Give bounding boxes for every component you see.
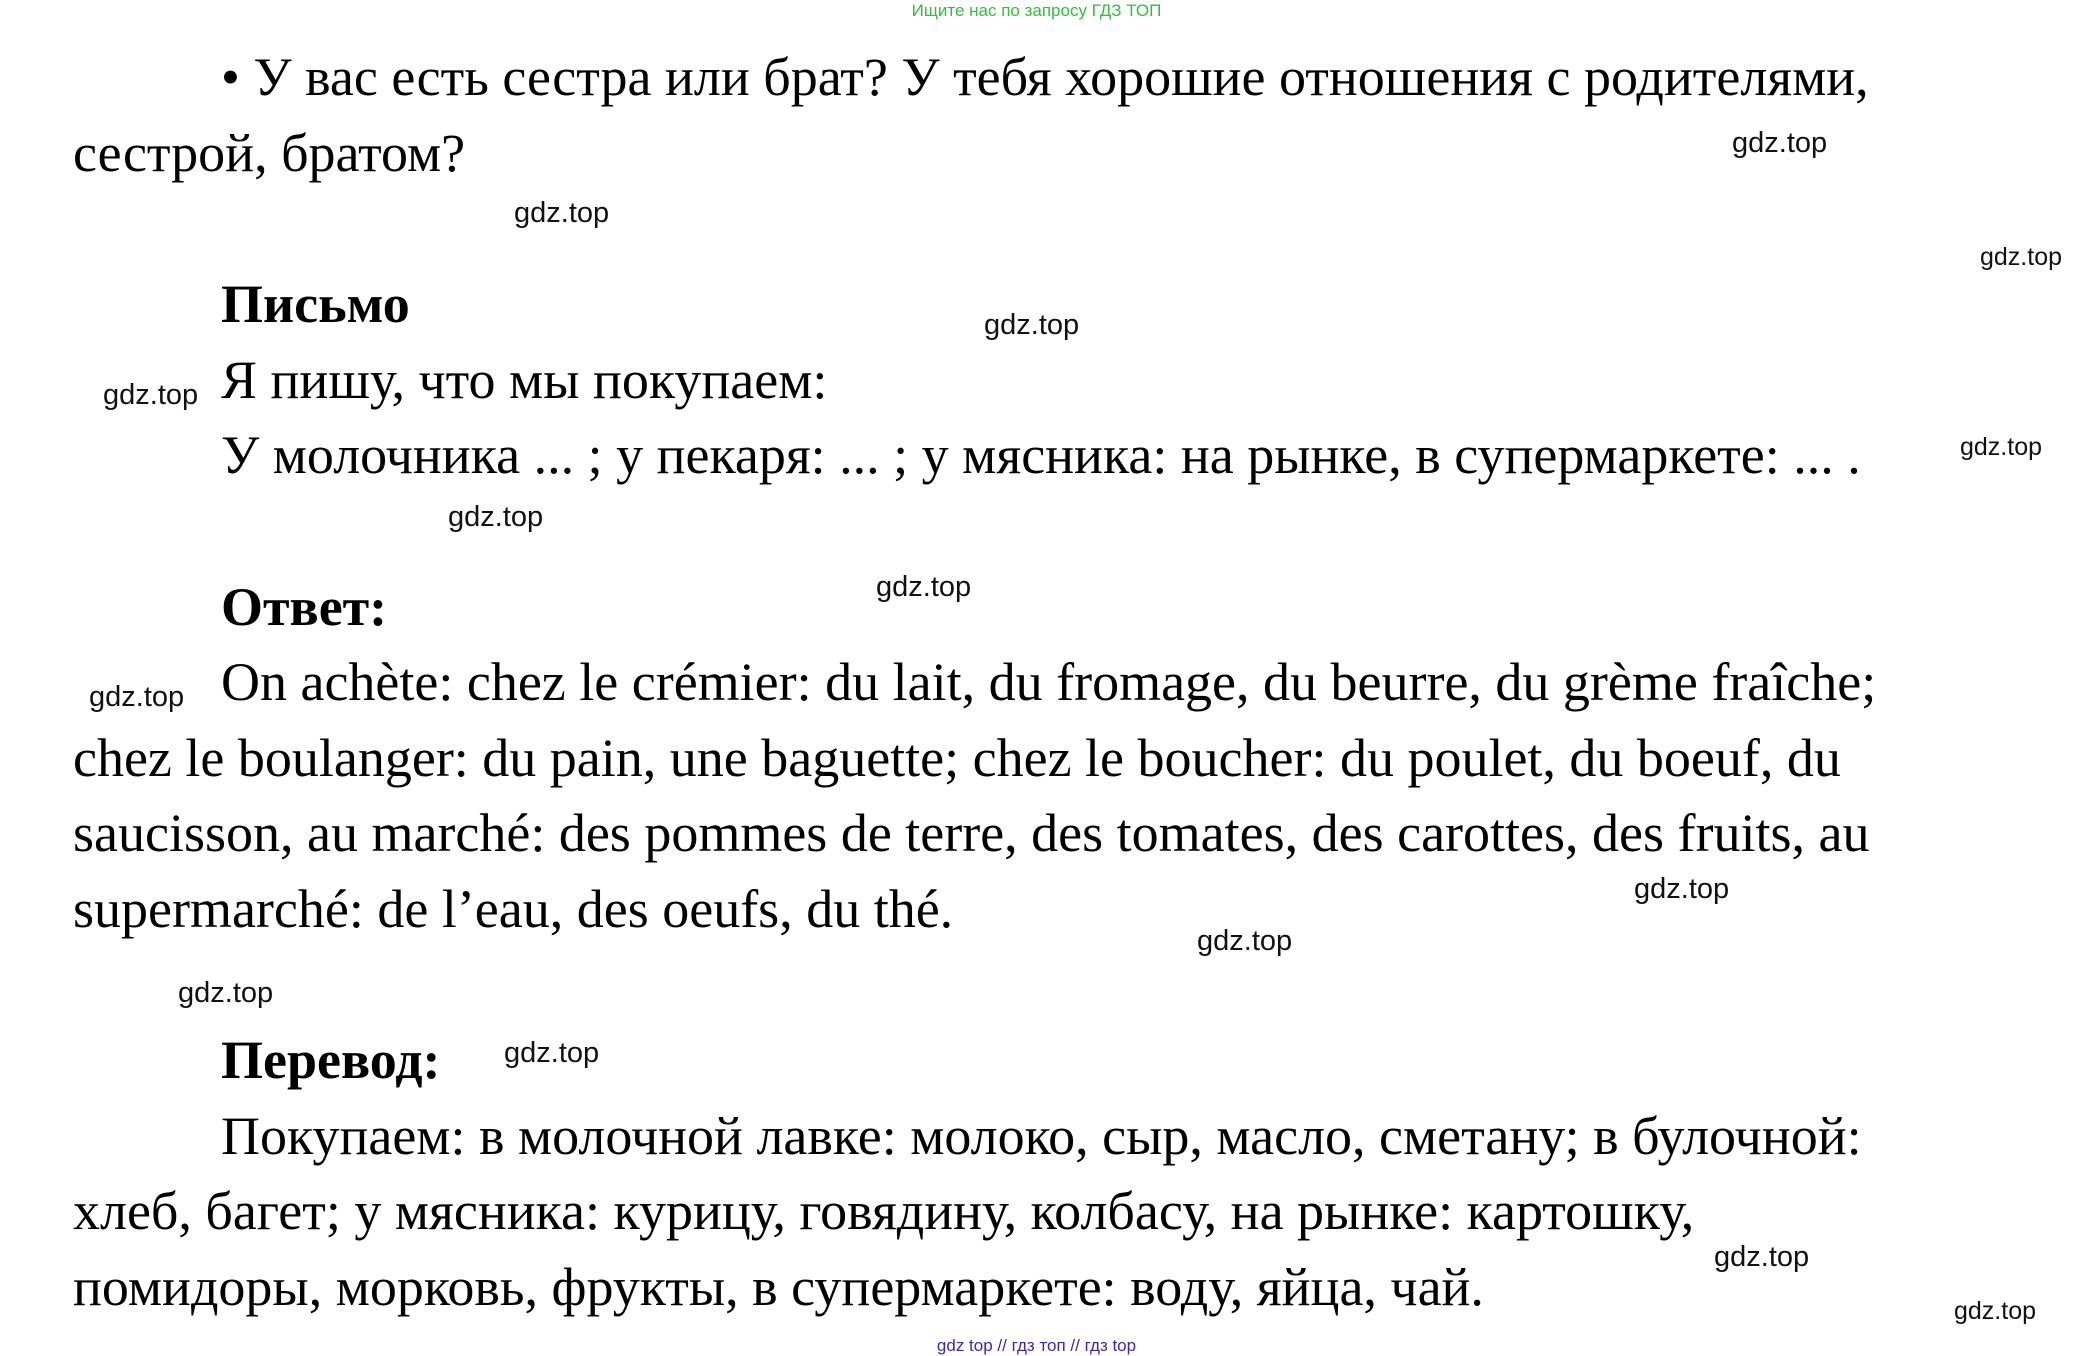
- watermark: gdz.top: [504, 1037, 600, 1069]
- question-paragraph: [73, 40, 2038, 191]
- watermark: gdz.top: [1960, 433, 2043, 461]
- translation-line-2: хлеб, багет; у мясника: курицу, говядину, колбасу, на рынке: картошку,: [73, 1181, 1695, 1241]
- watermark: gdz.top: [876, 571, 972, 603]
- translation-paragraph: [73, 1099, 2038, 1326]
- translation-heading: Перевод:: [221, 1030, 441, 1090]
- translation-line-1: Покупаем: в молочной лавке: молоко, сыр, масло, сметану; в булочной:: [221, 1105, 1862, 1166]
- watermark: gdz.top: [103, 379, 199, 411]
- document-page: [73, 40, 2038, 1325]
- watermark: gdz.top: [1197, 925, 1293, 957]
- answer-line-2: chez le boulanger: du pain, une baguette; chez le boucher: du poulet, du boeuf, du: [73, 727, 1841, 788]
- answer-heading: Ответ:: [221, 576, 388, 637]
- answer-line-4: supermarché: de l’eau, des oeufs, du thé.: [73, 878, 954, 939]
- letter-paragraph: [73, 343, 2038, 494]
- answer-paragraph: [73, 645, 2038, 947]
- letter-line-1: Я пишу, что мы покупаем:: [221, 349, 828, 410]
- watermark: gdz.top: [89, 681, 185, 713]
- answer-line-1: On achète: chez le crémier: du lait, du fromage, du beurre, du grème fraîche;: [221, 652, 1877, 712]
- letter-line-2: У молочника ... ; у пекаря: ... ; у мясника: на рынке, в супермаркете: ... .: [221, 425, 1861, 485]
- answer-line-3: saucisson, au marché: des pommes de terre, des tomates, des carottes, des fruits, au: [73, 803, 1870, 863]
- watermark: gdz.top: [448, 501, 544, 533]
- watermark: gdz.top: [1634, 873, 1730, 905]
- watermark: gdz.top: [1714, 1241, 1810, 1273]
- watermark: gdz.top: [178, 977, 274, 1009]
- watermark: gdz.top: [984, 309, 1080, 341]
- question-line-1: • У вас есть сестра или брат? У тебя хорошие отношения с родителями,: [221, 47, 1869, 107]
- watermark: gdz.top: [514, 197, 610, 229]
- top-banner[interactable]: Ищите нас по запросу ГДЗ ТОП: [911, 1, 1162, 20]
- bottom-banner[interactable]: gdz top // гдз топ // гдз top: [936, 1336, 1137, 1355]
- question-line-2: сестрой, братом?: [73, 122, 466, 183]
- watermark: gdz.top: [1954, 1297, 2037, 1325]
- watermark: gdz.top: [1980, 243, 2063, 271]
- letter-heading: Письмо: [221, 274, 410, 334]
- translation-line-3: помидоры, морковь, фрукты, в супермаркете: воду, яйца, чай.: [73, 1256, 1484, 1317]
- watermark: gdz.top: [1732, 127, 1828, 159]
